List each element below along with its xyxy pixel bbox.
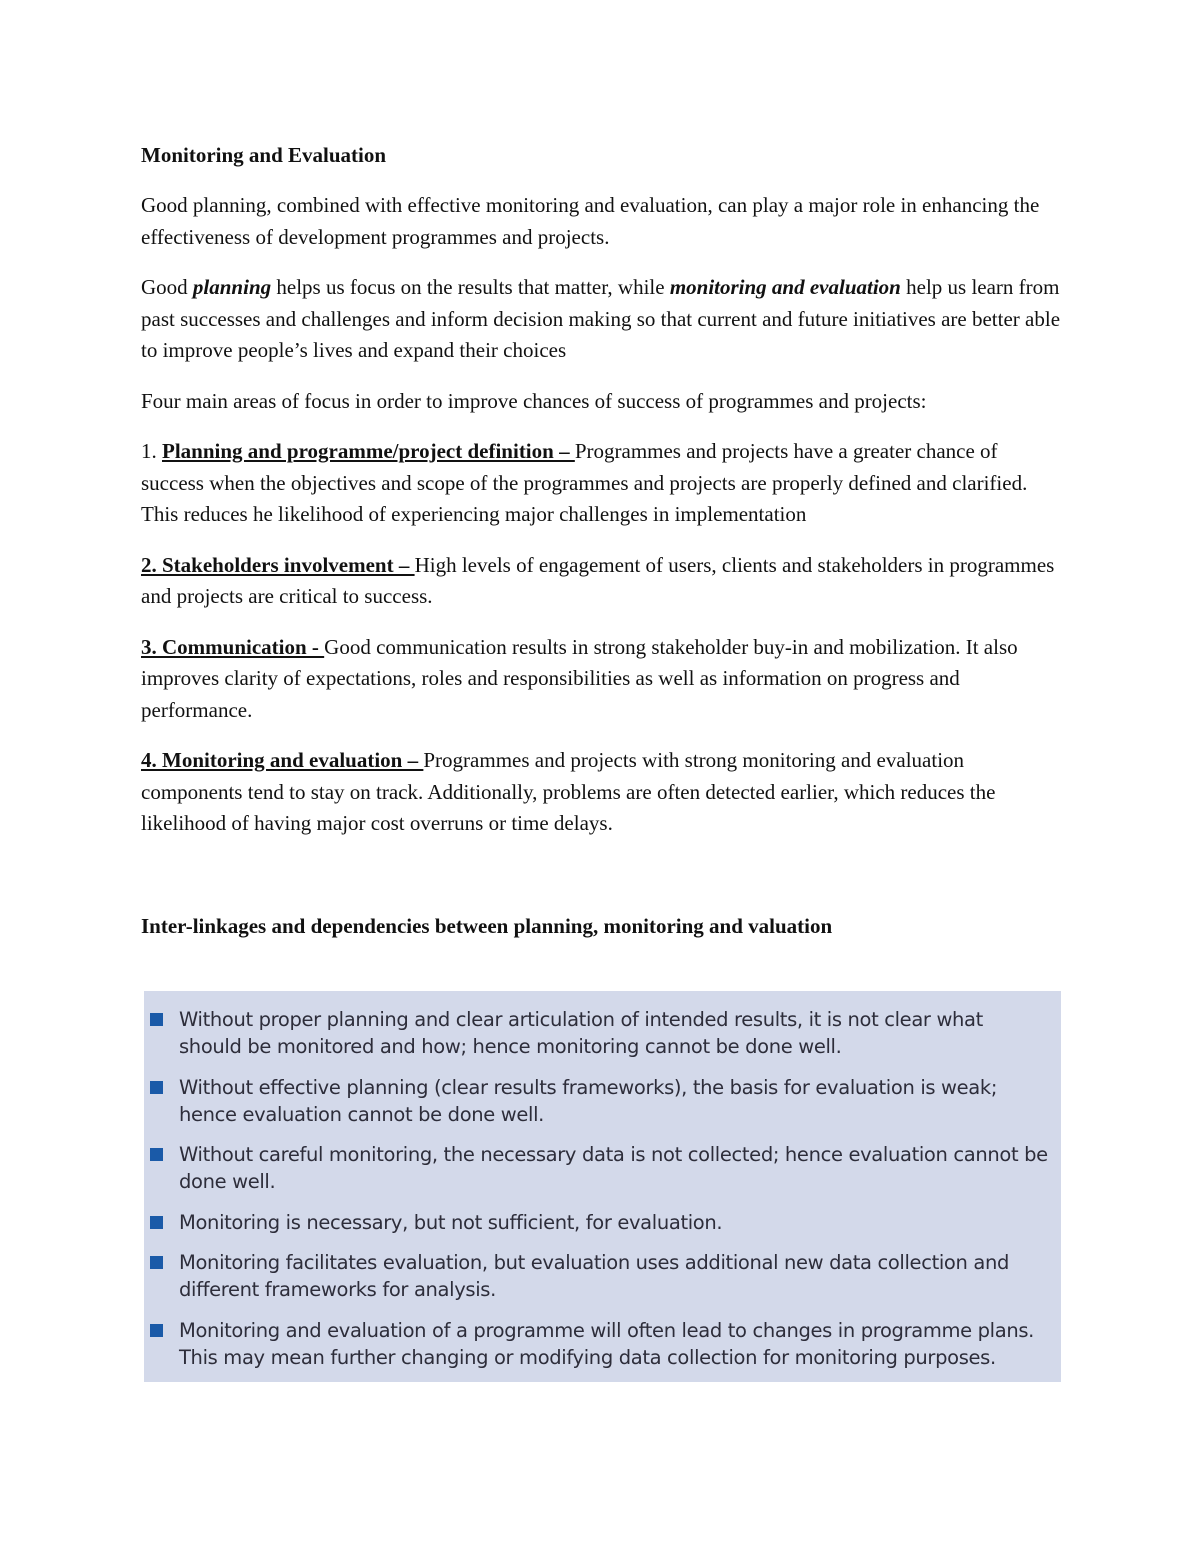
box-list-item bbox=[150, 1209, 1051, 1236]
emphasis-monitoring: monitoring and evaluation bbox=[669, 275, 901, 299]
point-text: Programmes and projects with strong monitoring and evaluation components tend to stay on track. Additionally, problems are often detected earlier, which reduces the likelihood of having major cost overruns or time delays. bbox=[141, 748, 996, 835]
focus-point-4 bbox=[141, 745, 1061, 840]
intro-paragraph: Good planning, combined with effective monitoring and evaluation, can play a major role in enhancing the effectiveness of development programmes and projects. bbox=[141, 193, 1040, 249]
planning-paragraph bbox=[141, 272, 1061, 367]
focus-point-1 bbox=[141, 436, 1061, 531]
point-title: Planning and programme/project definition – bbox=[162, 439, 575, 463]
box-list-item bbox=[150, 1141, 1051, 1195]
emphasis-planning: planning bbox=[192, 275, 272, 299]
box-list-item bbox=[150, 1006, 1051, 1060]
box-item-text: Without careful monitoring, the necessary data is not collected; hence evaluation cannot be done well. bbox=[179, 1143, 1048, 1193]
focus-intro: Four main areas of focus in order to improve chances of success of programmes and projects: bbox=[141, 388, 927, 413]
square-bullet-icon bbox=[150, 1216, 163, 1229]
box-list-item bbox=[150, 1249, 1051, 1303]
point-number: 1. bbox=[141, 439, 162, 463]
square-bullet-icon bbox=[150, 1148, 163, 1161]
box-list-item bbox=[150, 1074, 1051, 1128]
square-bullet-icon bbox=[150, 1256, 163, 1269]
box-item-text: Without effective planning (clear results frameworks), the basis for evaluation is weak; hence evaluation cannot be done well. bbox=[179, 1075, 998, 1126]
para-text: help us learn from past successes and challenges and inform decision making so that current and future initiatives are better able to improve people’s lives and expand their choices bbox=[141, 275, 1061, 362]
box-item-text: Without proper planning and clear articulation of intended results, it is not clear what should be monitored and how; hence monitoring cannot be done well. bbox=[179, 1008, 983, 1058]
para-text: helps us focus on the results that matter, while bbox=[271, 275, 670, 299]
square-bullet-icon bbox=[150, 1081, 163, 1094]
box-item-text: Monitoring facilitates evaluation, but evaluation uses additional new data collection and different frameworks for analysis. bbox=[179, 1251, 1010, 1301]
point-text: Good communication results in strong stakeholder buy-in and mobilization. It also improves clarity of expectations, roles and responsibilities as well as information on progress and performance. bbox=[141, 634, 1018, 722]
box-list-item bbox=[150, 1317, 1051, 1371]
point-text: High levels of engagement of users, clients and stakeholders in programmes and projects are critical to success. bbox=[141, 552, 1055, 608]
point-text: Programmes and projects have a greater chance of success when the objectives and scope of the programmes and projects are properly defined and clarified. This reduces he likelihood of experiencing major challenges in implementation bbox=[141, 439, 1028, 526]
point-title: 4. Monitoring and evaluation – bbox=[141, 748, 424, 772]
interlinkages-box bbox=[144, 991, 1061, 1382]
point-title: 3. Communication - bbox=[141, 634, 325, 659]
box-item-text: Monitoring is necessary, but not sufficient, for evaluation. bbox=[179, 1210, 723, 1234]
focus-point-3 bbox=[141, 632, 1061, 727]
square-bullet-icon bbox=[150, 1324, 163, 1337]
focus-point-2 bbox=[141, 550, 1061, 613]
section-heading: Inter-linkages and dependencies between planning, monitoring and valuation bbox=[141, 913, 833, 938]
para-text: Good bbox=[141, 275, 193, 299]
square-bullet-icon bbox=[150, 1013, 163, 1026]
document-title: Monitoring and Evaluation bbox=[141, 143, 387, 167]
point-title: 2. Stakeholders involvement – bbox=[141, 552, 415, 577]
box-item-text: Monitoring and evaluation of a programme will often lead to changes in programme plans. This may mean further changing or modifying data collection for monitoring purposes. bbox=[179, 1318, 1035, 1369]
document-body bbox=[141, 140, 1061, 961]
spacer bbox=[141, 859, 1061, 911]
